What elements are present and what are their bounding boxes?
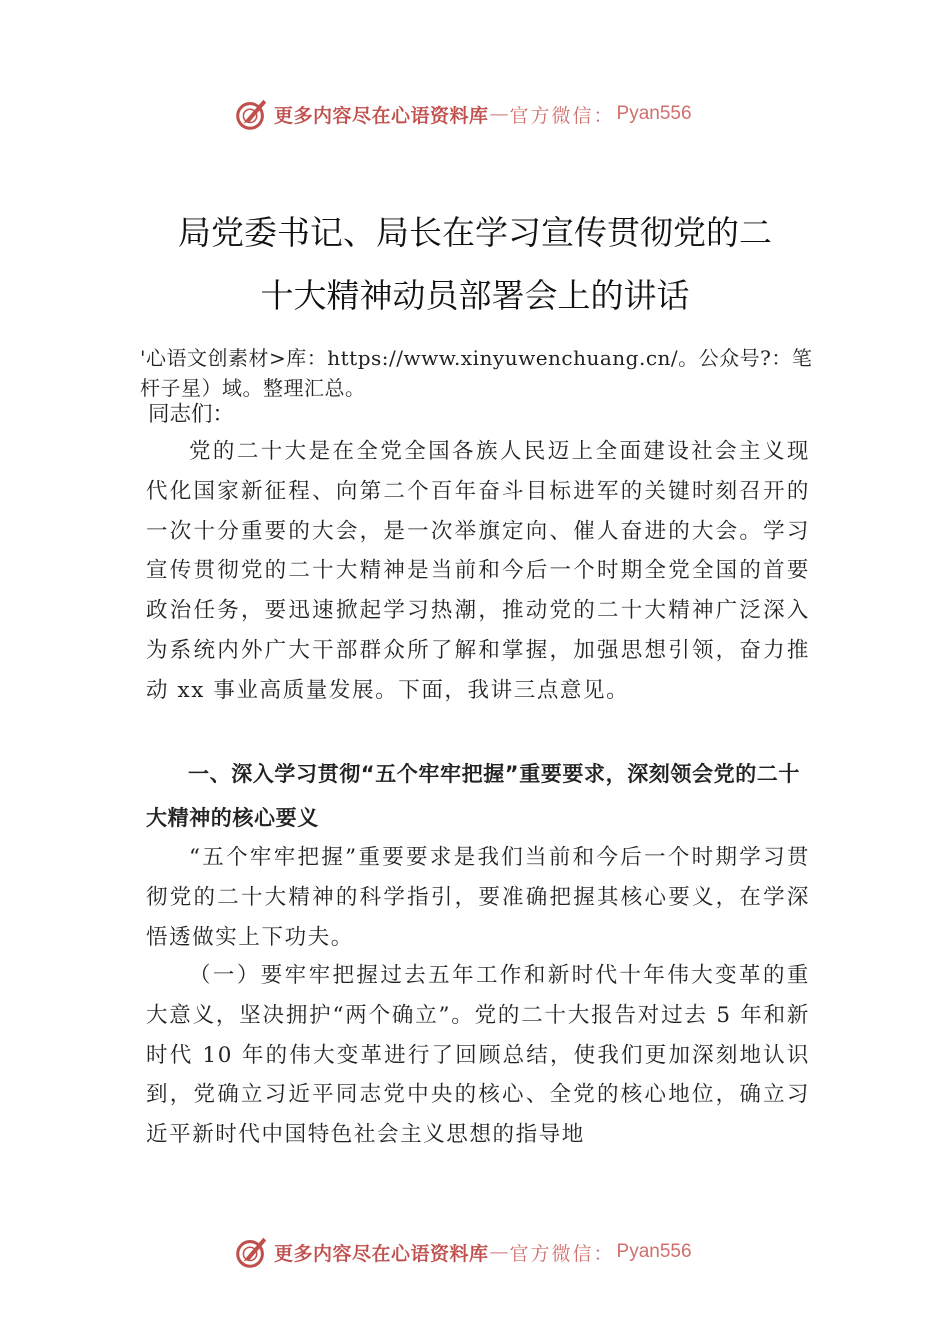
body-paragraph-1: 党的二十大是在全党全国各族人民迈上全面建设社会主义现代化国家新征程、向第二个百年奋斗目标进军的关键时刻召开的一次十分重要的大会，是一次举旗定向、催人奋进的大会。学习宣传贯彻党的二十大精神是当前和今后一个时期全党全国的首要政治任务，要迅速掀起学习热潮，推动党的二十大精神广泛深入为系统内外广大干部群众所了解和掌握，加强思想引领，奋力推动 xx 事业高质量发展。下面，我讲三点意见。	[146, 439, 810, 703]
quill-seal-logo-icon	[232, 1233, 270, 1271]
document-title-line-1: 局党委书记、局长在学习宣传贯彻党的二	[178, 213, 772, 252]
watermark-wechat-label: 官方微信：	[509, 1242, 615, 1265]
watermark-banner-top	[232, 94, 692, 134]
watermark-separator: —	[489, 103, 509, 125]
watermark-wechat-id: Pyan556	[616, 103, 692, 124]
body-paragraph-3: （一）要牢牢把握过去五年工作和新时代十年伟大变革的重大意义，坚决拥护“两个确立”。党的二十大报告对过去 5 年和新时代 10 年的伟大变革进行了回顾总结，使我们更加深刻地认识到，党确立习近平同志党中央的核心、全党的核心地位，确立习近平新时代中国特色社会主义思想的指导地	[146, 963, 810, 1148]
quill-seal-logo-icon	[232, 95, 270, 133]
source-note: '心语文创素材>库：https://www.xinyuwenchuang.cn/。公众号?：笔杆子星）域。整理汇总。	[140, 346, 813, 400]
watermark-main-text: 更多内容尽在心语资料库	[274, 1242, 489, 1265]
watermark-wechat-id: Pyan556	[616, 1241, 692, 1262]
watermark-separator: —	[489, 1241, 509, 1263]
section-heading-1: 一、深入学习贯彻“五个牢牢把握”重要要求，深刻领会党的二十大精神的核心要义	[146, 762, 801, 830]
watermark-banner-bottom	[232, 1232, 692, 1272]
watermark-wechat-label: 官方微信：	[509, 104, 615, 127]
watermark-main-text: 更多内容尽在心语资料库	[274, 104, 489, 127]
greeting: 同志们：	[148, 402, 235, 427]
body-paragraph-2: “五个牢牢把握”重要要求是我们当前和今后一个时期学习贯彻党的二十大精神的科学指引，要准确把握其核心要义，在学深悟透做实上下功夫。	[146, 845, 810, 950]
document-title-line-2: 十大精神动员部署会上的讲话	[260, 276, 690, 315]
